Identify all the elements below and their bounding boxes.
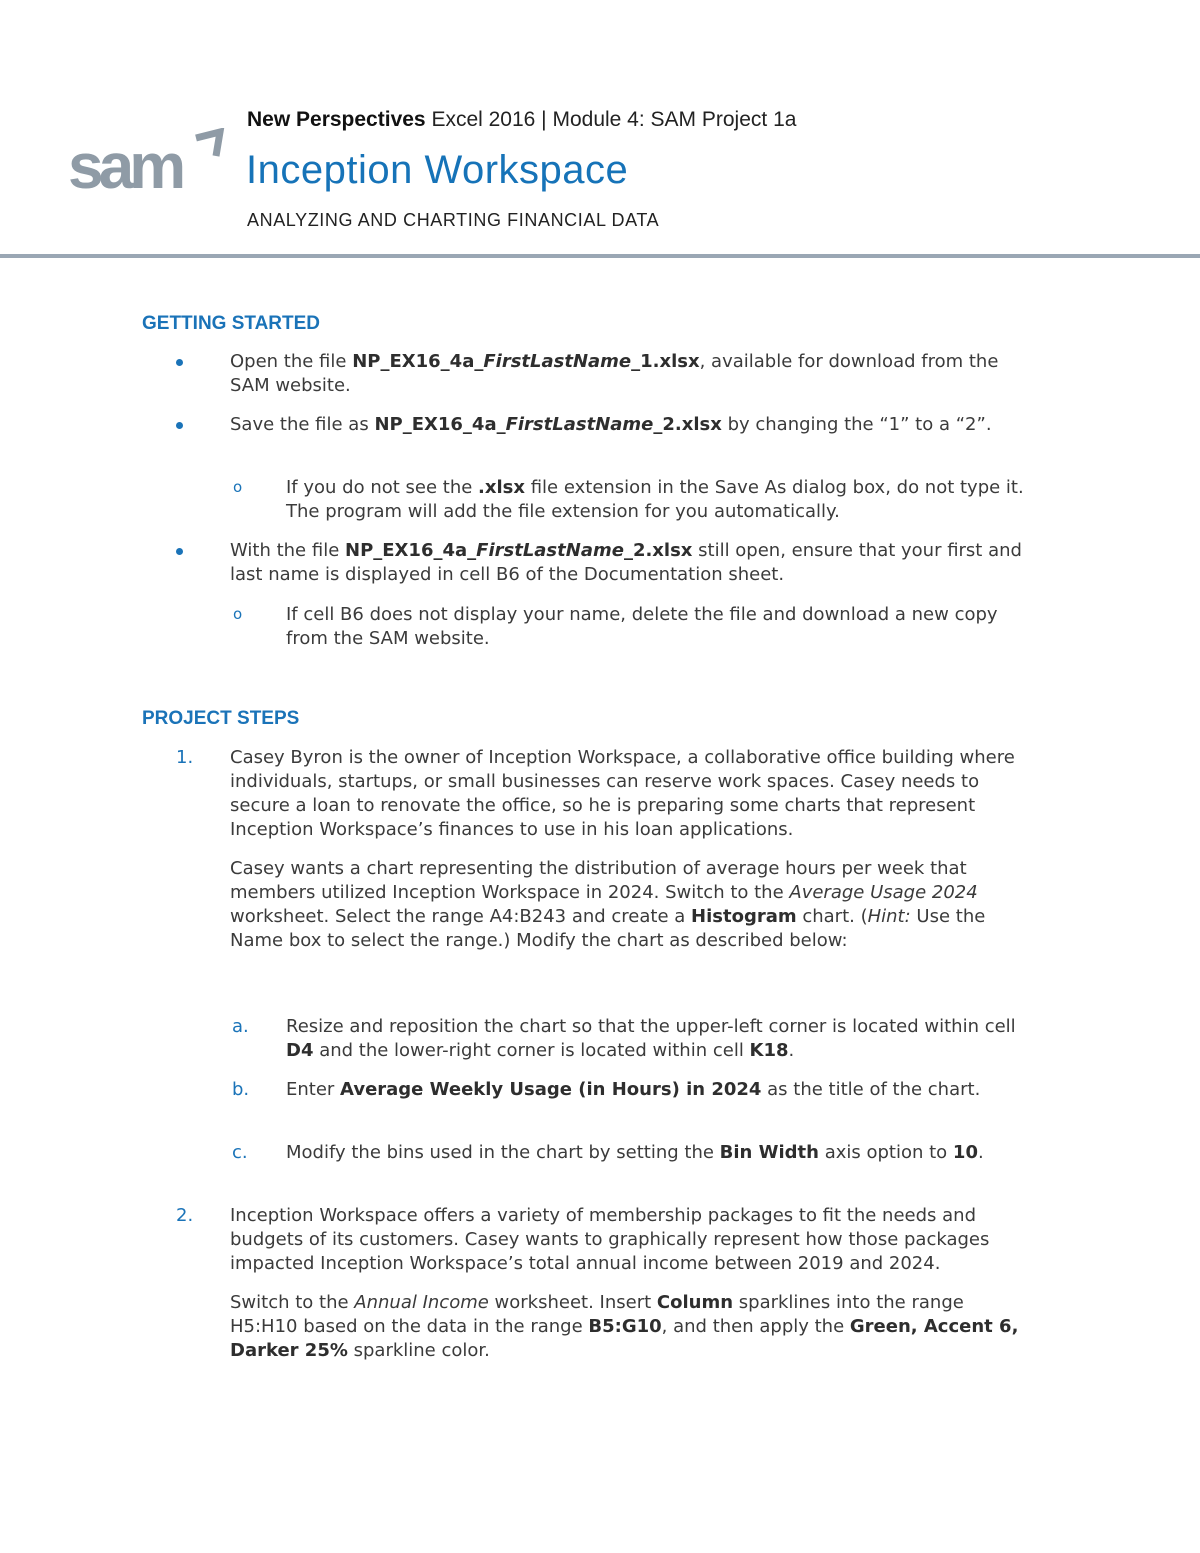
substep-label: b.: [232, 1079, 250, 1100]
svg-text:sam: sam: [68, 130, 182, 200]
getting-started-heading: GETTING STARTED: [142, 313, 321, 334]
sub-bullet-icon: o: [233, 605, 243, 623]
step-number: 2.: [176, 1205, 194, 1226]
getting-started-item-2: Save the file as NP_EX16_4a_FirstLastName_2.xlsx by changing the “1” to a “2”.: [230, 414, 992, 435]
header-divider: [0, 254, 1200, 258]
series-line: [247, 108, 796, 132]
substep-label: c.: [232, 1142, 248, 1163]
document-title: Inception Workspace: [246, 148, 629, 192]
bullet-icon: [176, 359, 183, 366]
bullet-icon: [176, 422, 183, 429]
step-1b: Enter Average Weekly Usage (in Hours) in 2024 as the title of the chart.: [286, 1079, 981, 1100]
step-1a: Resize and reposition the chart so that the upper-left corner is located within cell D4 and the lower-right corner is located within cell K18.: [286, 1016, 1016, 1061]
series-name: New Perspectives: [247, 108, 426, 131]
document-caption: ANALYZING AND CHARTING FINANCIAL DATA: [247, 210, 660, 230]
step-1: [230, 746, 1030, 953]
getting-started-subitem-1: If you do not see the .xlsx file extension in the Save As dialog box, do not type it. The program will add the file extension for you automatically.: [286, 477, 1024, 522]
step-2-intro: Inception Workspace offers a variety of membership packages to fit the needs and budgets of its customers. Casey wants to graphically represent how those packages impacted Inception Workspace’s total annual income between 2019 and 2024.: [230, 1205, 990, 1274]
getting-started-item-1: Open the file NP_EX16_4a_FirstLastName_1.xlsx, available for download from the SAM website.: [230, 351, 999, 396]
step-2-instructions: Switch to the Annual Income worksheet. Insert Column sparklines into the range H5:H10 based on the data in the range B5:G10, and then apply the Green, Accent 6, Darker 25% sparkline color.: [230, 1292, 1019, 1361]
step-number: 1.: [176, 747, 194, 768]
series-detail: Excel 2016 | Module 4: SAM Project 1a: [425, 108, 797, 131]
sub-bullet-icon: o: [233, 478, 243, 496]
project-steps-heading: PROJECT STEPS: [142, 708, 300, 729]
sam-logo: [68, 128, 228, 200]
getting-started-subitem-2: If cell B6 does not display your name, delete the file and download a new copy from the SAM website.: [286, 604, 998, 649]
step-1-intro: Casey Byron is the owner of Inception Workspace, a collaborative office building where individuals, startups, or small businesses can reserve work spaces. Casey needs to secure a loan to renovate the office, so he is preparing some charts that represent Inception Workspace’s finances to use in his loan applications.: [230, 747, 1015, 840]
step-1c: Modify the bins used in the chart by setting the Bin Width axis option to 10.: [286, 1142, 984, 1163]
step-1-instructions: Casey wants a chart representing the distribution of average hours per week that members utilized Inception Workspace in 2024. Switch to the Average Usage 2024 worksheet. Select the range A4:B243 and create a Histogram chart. (Hint: Use the Name box to select the range.) Modify the chart as described below:: [230, 858, 986, 951]
getting-started-item-3: With the file NP_EX16_4a_FirstLastName_2.xlsx still open, ensure that your first and last name is displayed in cell B6 of the Documentation sheet.: [230, 540, 1022, 585]
substep-label: a.: [232, 1016, 249, 1037]
step-2: [230, 1204, 1030, 1363]
bullet-icon: [176, 548, 183, 555]
